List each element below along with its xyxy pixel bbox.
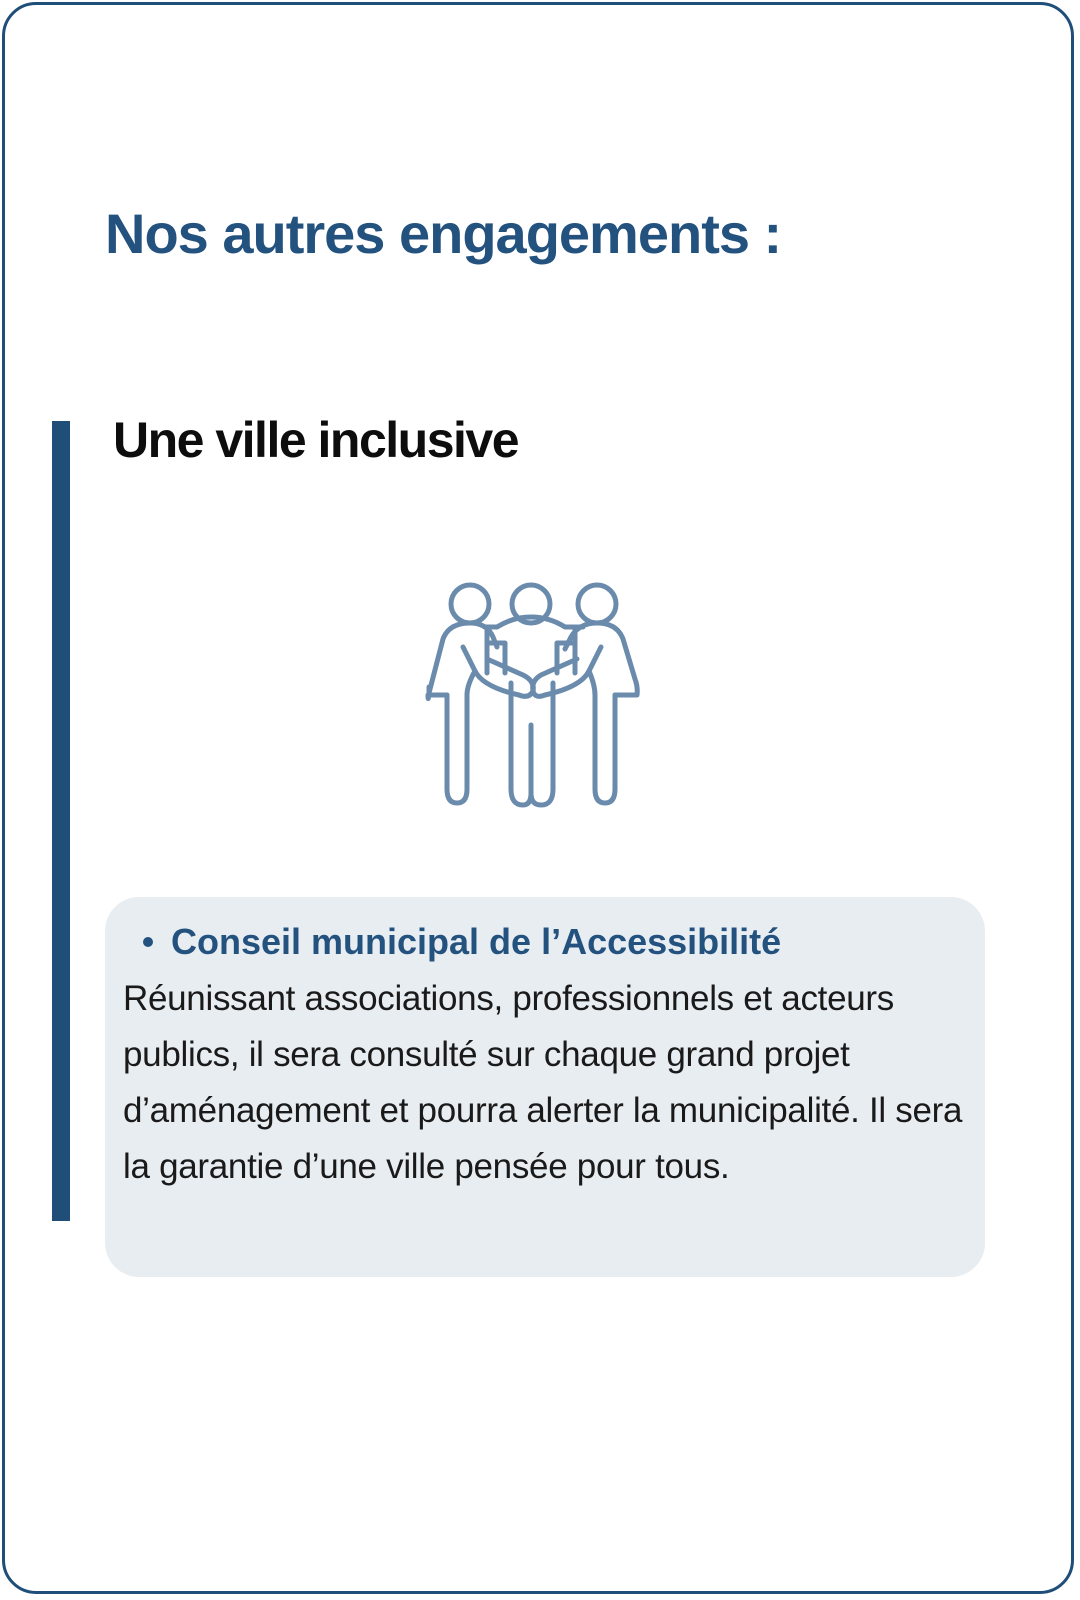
item-description: Réunissant associations, professionnels et acteurs publics, il sera consulté sur chaque grand projet d’aménagement et pourra alerter la municipalité. Il sera la garantie d’une ville pensée pour tous. bbox=[123, 979, 963, 1186]
engagement-card bbox=[2, 2, 1074, 1594]
item-title: Conseil municipal de l’Accessibilité bbox=[171, 921, 782, 962]
people-joining-hands-icon bbox=[425, 575, 655, 820]
bullet-icon bbox=[143, 937, 153, 947]
section-heading: Une ville inclusive bbox=[113, 412, 519, 468]
page-title: Nos autres engagements : bbox=[105, 202, 782, 265]
info-box bbox=[105, 897, 985, 1277]
section-accent-bar bbox=[52, 421, 70, 1221]
list-item bbox=[123, 917, 965, 967]
